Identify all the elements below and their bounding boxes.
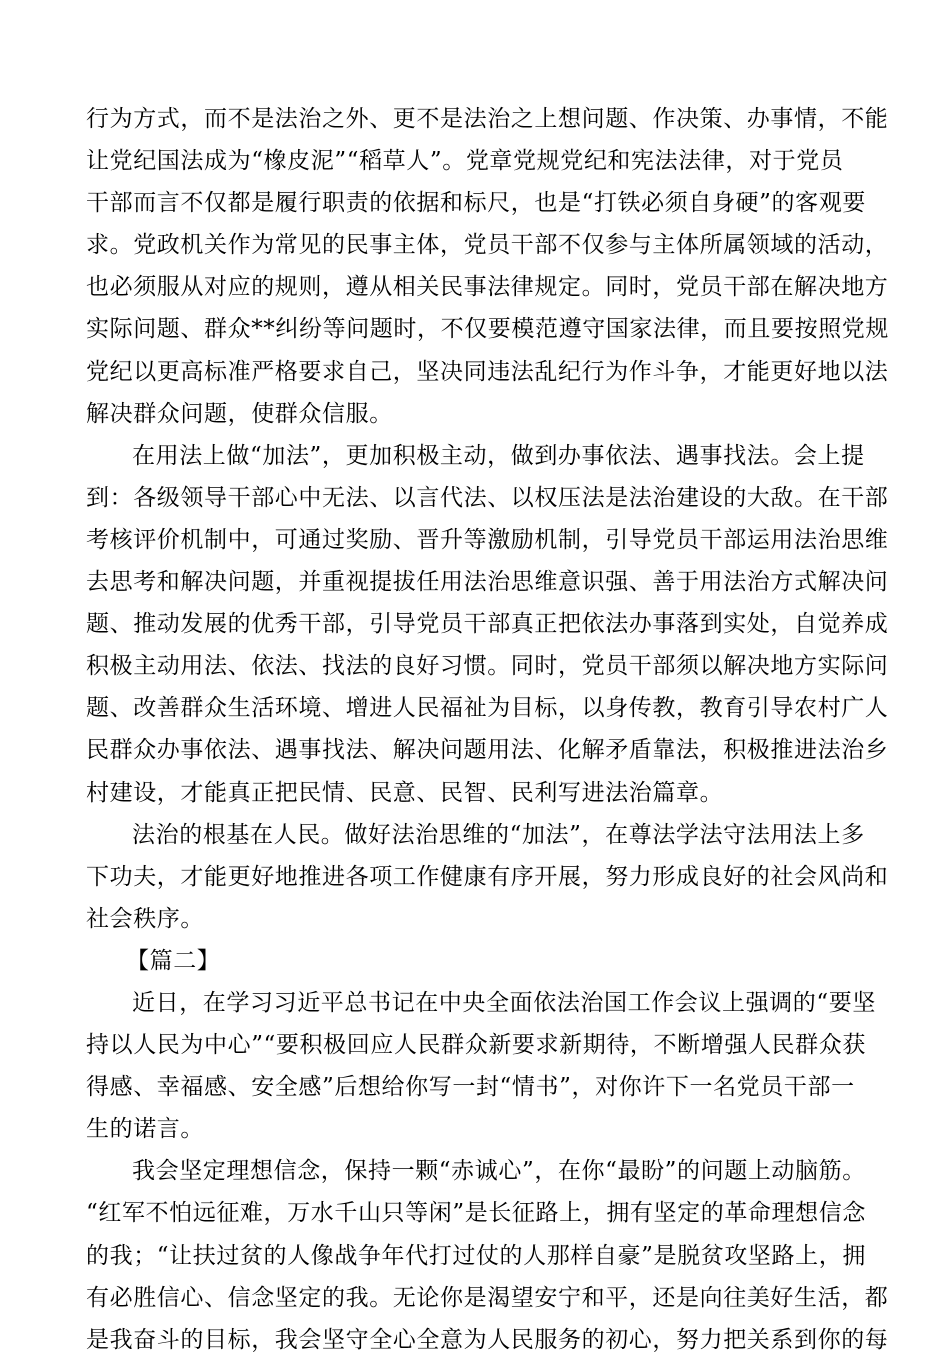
paragraph-first-line: 近日，在学习习近平总书记在中央全面依法治国工作会议上强调的“要坚 [132, 989, 876, 1016]
text-line: 村建设，才能真正把民情、民意、民智、民利写进法治篇章。 [86, 779, 724, 806]
text-line: 到：各级领导干部心中无法、以言代法、以权压法是法治建设的大敌。在干部 [86, 484, 889, 511]
document-body [86, 98, 889, 1361]
text-line: 也必须服从对应的规则，遵从相关民事法律规定。同时，党员干部在解决地方 [86, 274, 889, 301]
text-line: “红军不怕远征难，万水千山只等闲”是长征路上，拥有坚定的革命理想信念 [86, 1200, 866, 1227]
text-line: 是我奋斗的目标，我会坚守全心全意为人民服务的初心，努力把关系到你的每 [86, 1326, 889, 1353]
text-line: 实际问题、群众**纠纷等问题时，不仅要模范遵守国家法律，而且要按照党规 [86, 316, 889, 343]
text-line: 题、推动发展的优秀干部，引导党员干部真正把依法办事落到实处，自觉养成 [86, 611, 889, 638]
text-line: 题、改善群众生活环境、增进人民福祉为目标，以身传教，教育引导农村广人 [86, 695, 889, 722]
text-line: 持以人民为中心”“要积极回应人民群众新要求新期待，不断增强人民群众获 [86, 1032, 866, 1059]
text-line: 解决群众问题，使群众信服。 [86, 400, 393, 427]
text-line: 让党纪国法成为“橡皮泥”“稻草人”。党章党规党纪和宪法法律，对于党员 [86, 148, 844, 175]
text-line: 去思考和解决问题，并重视提拔任用法治思维意识强、善于用法治方式解决问 [86, 569, 889, 596]
text-line: 考核评价机制中，可通过奖励、晋升等激励机制，引导党员干部运用法治思维 [86, 526, 889, 553]
text-line: 党纪以更高标准严格要求自己，坚决同违法乱纪行为作斗争，才能更好地以法 [86, 358, 889, 385]
paragraph-first-line: 我会坚定理想信念，保持一颗“赤诚心”，在你“最盼”的问题上动脑筋。 [132, 1158, 866, 1185]
paragraph-first-line: 法治的根基在人民。做好法治思维的“加法”，在尊法学法守法用法上多 [132, 821, 865, 848]
text-line: 的我；“让扶过贫的人像战争年代打过仗的人那样自豪”是脱贫攻坚路上，拥 [86, 1242, 866, 1269]
text-line: 求。党政机关作为常见的民事主体，党员干部不仅参与主体所属领域的活动， [86, 232, 889, 259]
section-heading: 【篇二】 [126, 947, 221, 974]
text-line: 生的诺言。 [86, 1116, 204, 1143]
text-line: 民群众办事依法、遇事找法、解决问题用法、化解矛盾靠法，积极推进法治乡 [86, 737, 889, 764]
text-line: 社会秩序。 [86, 905, 204, 932]
paragraph-first-line: 在用法上做“加法”，更加积极主动，做到办事依法、遇事找法。会上提 [132, 442, 865, 469]
text-line: 下功夫，才能更好地推进各项工作健康有序开展，努力形成良好的社会风尚和 [86, 863, 889, 890]
text-line: 得感、幸福感、安全感”后想给你写一封“情书”，对你许下一名党员干部一 [86, 1074, 855, 1101]
text-line: 积极主动用法、依法、找法的良好习惯。同时，党员干部须以解决地方实际问 [86, 653, 889, 680]
text-line: 行为方式，而不是法治之外、更不是法治之上想问题、作决策、办事情，不能 [86, 106, 889, 132]
text-line: 有必胜信心、信念坚定的我。无论你是渴望安宁和平，还是向往美好生活，都 [86, 1284, 889, 1311]
text-line: 干部而言不仅都是履行职责的依据和标尺，也是“打铁必须自身硬”的客观要 [86, 190, 866, 217]
